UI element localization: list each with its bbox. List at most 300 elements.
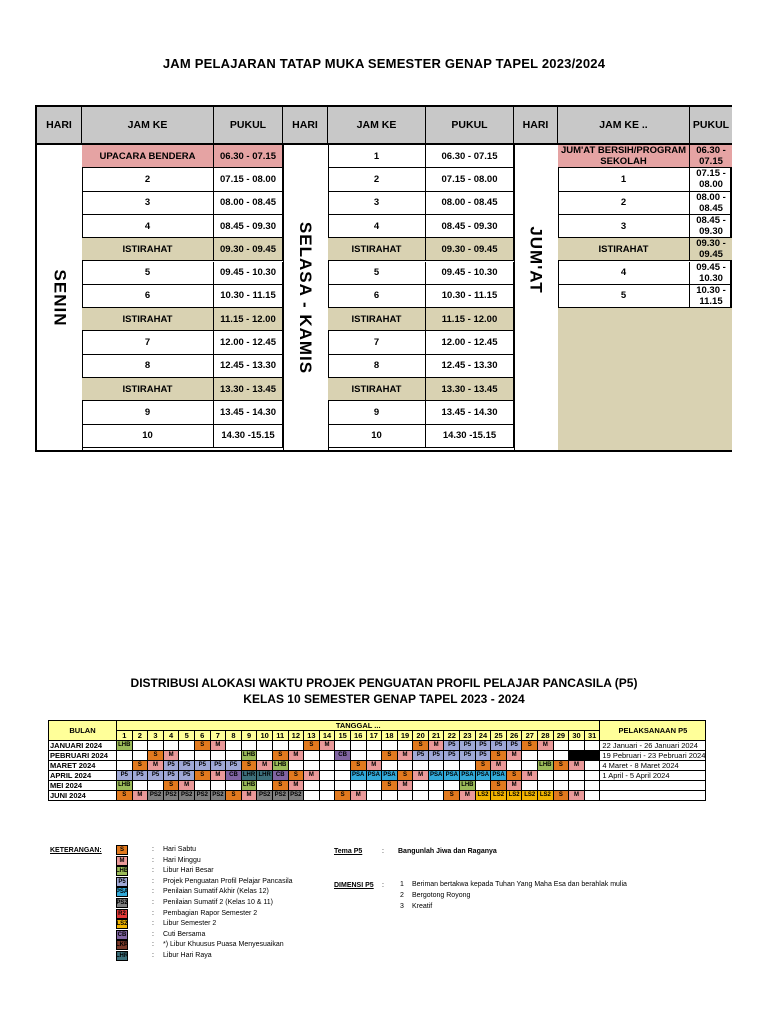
calendar-cell bbox=[413, 781, 429, 791]
day-number: 13 bbox=[304, 731, 320, 741]
day-number: 21 bbox=[428, 731, 444, 741]
calendar-cell: LS2 bbox=[475, 791, 491, 801]
time-range: 09.45 - 10.30 bbox=[426, 262, 514, 285]
calendar-cell: PSA bbox=[428, 771, 444, 781]
calendar-cell bbox=[132, 781, 148, 791]
dimensi-number: 2 bbox=[400, 892, 404, 899]
day-number: 10 bbox=[257, 731, 273, 741]
day-number: 23 bbox=[460, 731, 476, 741]
calendar-cell bbox=[226, 751, 242, 761]
calendar-cell: P5 bbox=[475, 741, 491, 751]
calendar-cell bbox=[569, 741, 585, 751]
time-range: 09.45 - 10.30 bbox=[690, 262, 732, 285]
legend-swatch: LHR bbox=[115, 953, 129, 959]
legend-swatch: R2 bbox=[116, 909, 128, 919]
calendar-cell bbox=[397, 741, 413, 751]
calendar-cell bbox=[428, 791, 444, 801]
time-range: 13.30 - 13.45 bbox=[214, 378, 283, 401]
header-jam-ke: JAM KE bbox=[328, 107, 426, 145]
calendar-cell: M bbox=[366, 761, 382, 771]
legend-colon: : bbox=[152, 899, 154, 906]
calendar-cell: M bbox=[413, 771, 429, 781]
legend-swatch: LHB bbox=[115, 868, 129, 875]
legend-text: Penilaian Sumatif Akhir (Kelas 12) bbox=[163, 888, 269, 896]
time-range: 08.00 - 08.45 bbox=[214, 192, 283, 215]
calendar-cell bbox=[553, 741, 569, 751]
day-number: 14 bbox=[319, 731, 335, 741]
time-range: 08.45 - 09.30 bbox=[214, 215, 283, 238]
calendar-cell bbox=[210, 781, 226, 791]
calendar-cell: S bbox=[117, 791, 133, 801]
calendar-cell: M bbox=[288, 751, 304, 761]
calendar-cell: S bbox=[475, 761, 491, 771]
period-label: 4 bbox=[328, 215, 426, 238]
legend-text: Libur Hari Besar bbox=[163, 867, 214, 875]
time-range: 08.00 - 08.45 bbox=[690, 192, 732, 215]
day-number: 24 bbox=[475, 731, 491, 741]
time-range: 08.45 - 09.30 bbox=[690, 215, 732, 238]
legend-colon: : bbox=[152, 877, 154, 885]
pelaksanaan-range bbox=[600, 781, 706, 791]
day-number: 16 bbox=[350, 731, 366, 741]
period-label: 8 bbox=[82, 355, 214, 378]
calendar-cell bbox=[117, 751, 133, 761]
time-range: 09.45 - 10.30 bbox=[214, 262, 283, 285]
calendar-cell bbox=[288, 741, 304, 751]
calendar-cell bbox=[132, 741, 148, 751]
calendar-cell: M bbox=[319, 741, 335, 751]
legend-swatch: M bbox=[116, 856, 128, 866]
calendar-cell: S bbox=[382, 781, 398, 791]
time-range: 08.00 - 08.45 bbox=[426, 192, 514, 215]
day-number: 17 bbox=[366, 731, 382, 741]
period-label: 6 bbox=[328, 285, 426, 308]
day-number: 1 bbox=[117, 731, 133, 741]
calendar-cell: CB bbox=[226, 771, 242, 781]
calendar-cell: PS2 bbox=[194, 791, 210, 801]
calendar-cell: P5 bbox=[117, 771, 133, 781]
calendar-cell bbox=[553, 771, 569, 781]
schedule-table bbox=[35, 105, 732, 452]
day-number: 7 bbox=[210, 731, 226, 741]
day-number: 15 bbox=[335, 731, 351, 741]
calendar-cell bbox=[522, 781, 538, 791]
day-number: 30 bbox=[569, 731, 585, 741]
month-row bbox=[49, 771, 706, 781]
calendar-cell: S bbox=[397, 771, 413, 781]
calendar-cell: M bbox=[148, 761, 164, 771]
period-label: 9 bbox=[328, 401, 426, 424]
calendar-cell: M bbox=[428, 741, 444, 751]
legend-swatch: CB bbox=[117, 931, 127, 938]
time-range: 06.30 - 07.15 bbox=[214, 145, 283, 168]
calendar-cell: P5 bbox=[163, 771, 179, 781]
calendar-cell bbox=[428, 761, 444, 771]
calendar-cell: S bbox=[506, 771, 522, 781]
legend-colon: : bbox=[152, 846, 154, 853]
calendar-cell bbox=[304, 761, 320, 771]
pelaksanaan-header: PELAKSANAAN P5 bbox=[600, 721, 706, 741]
calendar-cell bbox=[538, 781, 554, 791]
day-number: 4 bbox=[163, 731, 179, 741]
calendar-cell bbox=[304, 791, 320, 801]
keterangan-label: KETERANGAN: bbox=[50, 847, 102, 854]
calendar-cell: LHR bbox=[241, 771, 257, 781]
calendar-cell bbox=[382, 791, 398, 801]
header-jam-ke: JAM KE .. bbox=[558, 107, 690, 145]
day-number: 27 bbox=[522, 731, 538, 741]
calendar-cell: LHB bbox=[241, 781, 257, 791]
calendar-cell: M bbox=[241, 791, 257, 801]
calendar-cell: P5 bbox=[460, 751, 476, 761]
calendar-cell bbox=[132, 751, 148, 761]
legend-colon: : bbox=[152, 920, 154, 928]
day-number: 9 bbox=[241, 731, 257, 741]
p5-subtitle: KELAS 10 SEMESTER GENAP TAPEL 2023 - 2024 bbox=[243, 692, 525, 706]
calendar-cell bbox=[366, 751, 382, 761]
time-range: 07.15 - 08.00 bbox=[426, 168, 514, 191]
calendar-cell: LHB bbox=[538, 761, 554, 771]
tema-label: Tema P5 bbox=[334, 848, 363, 855]
calendar-cell: PS2 bbox=[148, 791, 164, 801]
month-name: JANUARI 2024 bbox=[49, 741, 117, 751]
calendar-cell: PSA bbox=[491, 771, 507, 781]
calendar-cell bbox=[538, 771, 554, 781]
day-number: 20 bbox=[413, 731, 429, 741]
calendar-cell: LHB bbox=[272, 761, 288, 771]
time-range: 09.30 - 09.45 bbox=[690, 238, 732, 261]
pelaksanaan-range: 22 Januari - 26 Januari 2024 bbox=[600, 741, 706, 751]
calendar-cell: M bbox=[257, 761, 273, 771]
calendar-cell: P5 bbox=[475, 751, 491, 761]
header-pukul: PUKUL bbox=[690, 107, 732, 145]
day-number: 2 bbox=[132, 731, 148, 741]
calendar-cell bbox=[226, 741, 242, 751]
period-label: 8 bbox=[328, 355, 426, 378]
legend-text: Pembagian Rapor Semester 2 bbox=[163, 909, 258, 917]
period-label: 3 bbox=[558, 215, 690, 238]
month-name: MARET 2024 bbox=[49, 761, 117, 771]
dimensi-number: 3 bbox=[400, 903, 404, 910]
calendar-cell: M bbox=[506, 751, 522, 761]
calendar-cell: LS2 bbox=[538, 791, 554, 801]
calendar-cell: PS2 bbox=[179, 791, 195, 801]
calendar-cell bbox=[319, 771, 335, 781]
time-range: 06.30 - 07.15 bbox=[690, 145, 732, 168]
calendar-cell: M bbox=[210, 741, 226, 751]
period-label: 10 bbox=[328, 425, 426, 448]
calendar-cell bbox=[304, 751, 320, 761]
legend-swatch: PS2 bbox=[116, 900, 128, 906]
calendar-cell: M bbox=[397, 751, 413, 761]
calendar-cell: S bbox=[288, 771, 304, 781]
calendar-cell: S bbox=[350, 761, 366, 771]
calendar-cell: P5 bbox=[210, 761, 226, 771]
time-range: 12.45 - 13.30 bbox=[214, 355, 283, 378]
calendar-cell: LS2 bbox=[506, 791, 522, 801]
calendar-cell: S bbox=[413, 741, 429, 751]
header-pukul: PUKUL bbox=[214, 107, 283, 145]
calendar-cell: S bbox=[163, 781, 179, 791]
calendar-cell bbox=[335, 781, 351, 791]
day-number: 26 bbox=[506, 731, 522, 741]
calendar-cell bbox=[538, 751, 554, 761]
break-label: ISTIRAHAT bbox=[82, 378, 214, 401]
dimensi-number: 1 bbox=[400, 881, 404, 888]
day-number: 28 bbox=[538, 731, 554, 741]
time-range: 09.30 - 09.45 bbox=[426, 238, 514, 261]
time-range: 06.30 - 07.15 bbox=[426, 145, 514, 168]
time-range: 13.45 - 14.30 bbox=[426, 401, 514, 424]
period-label: 5 bbox=[328, 262, 426, 285]
day-number: 18 bbox=[382, 731, 398, 741]
calendar-cell: S bbox=[272, 751, 288, 761]
calendar-cell: S bbox=[335, 791, 351, 801]
p5-title: DISTRIBUSI ALOKASI WAKTU PROJEK PENGUATAN PROFIL PELAJAR PANCASILA (P5) bbox=[130, 676, 638, 690]
period-label: 4 bbox=[82, 215, 214, 238]
period-label: 1 bbox=[558, 168, 690, 191]
calendar-cell: S bbox=[226, 791, 242, 801]
time-range: 12.00 - 12.45 bbox=[426, 331, 514, 354]
day-senin bbox=[37, 145, 82, 450]
calendar-cell: PSA bbox=[444, 771, 460, 781]
calendar-cell: CB bbox=[335, 751, 351, 761]
calendar-cell: S bbox=[444, 791, 460, 801]
legend-swatch: LS2 bbox=[116, 921, 128, 928]
calendar-cell bbox=[163, 741, 179, 751]
calendar-cell bbox=[148, 781, 164, 791]
month-row bbox=[49, 791, 706, 801]
legend-colon: : bbox=[152, 941, 154, 949]
calendar-cell bbox=[413, 761, 429, 771]
calendar-cell bbox=[569, 751, 585, 761]
month-row bbox=[49, 751, 706, 761]
calendar-cell bbox=[584, 791, 600, 801]
calendar-cell: M bbox=[397, 781, 413, 791]
calendar-cell: LHB bbox=[117, 781, 133, 791]
calendar-cell: M bbox=[304, 771, 320, 781]
header-hari: HARI bbox=[37, 107, 82, 145]
calendar-cell: LHB bbox=[241, 751, 257, 761]
break-label: ISTIRAHAT bbox=[82, 238, 214, 261]
time-range: 13.45 - 14.30 bbox=[214, 401, 283, 424]
calendar-cell bbox=[366, 741, 382, 751]
calendar-cell: PSA bbox=[366, 771, 382, 781]
calendar-cell: M bbox=[179, 781, 195, 791]
calendar-cell: P5 bbox=[226, 761, 242, 771]
calendar-cell: M bbox=[538, 741, 554, 751]
calendar-cell bbox=[272, 741, 288, 751]
calendar-cell bbox=[584, 741, 600, 751]
calendar-cell: S bbox=[304, 741, 320, 751]
header-hari: HARI bbox=[514, 107, 558, 145]
time-range: 10.30 - 11.15 bbox=[214, 285, 283, 308]
day-senin-text: SENIN bbox=[50, 269, 70, 326]
calendar-cell bbox=[397, 761, 413, 771]
day-number: 31 bbox=[584, 731, 600, 741]
calendar-cell bbox=[584, 761, 600, 771]
calendar-cell: P5 bbox=[506, 741, 522, 751]
month-name: APRIL 2024 bbox=[49, 771, 117, 781]
calendar-cell: M bbox=[522, 771, 538, 781]
calendar-cell: P5 bbox=[460, 741, 476, 751]
calendar-cell bbox=[335, 741, 351, 751]
calendar-cell: M bbox=[569, 791, 585, 801]
calendar-cell: M bbox=[491, 761, 507, 771]
legend-text: Libur Semester 2 bbox=[163, 920, 217, 928]
day-number: 11 bbox=[272, 731, 288, 741]
day-number: 29 bbox=[553, 731, 569, 741]
calendar-cell: LHB bbox=[460, 781, 476, 791]
calendar-cell: S bbox=[132, 761, 148, 771]
calendar-cell: S bbox=[272, 781, 288, 791]
legend-text: *) Libur Khuusus Puasa Menyesuaikan bbox=[163, 941, 284, 949]
day-number: 19 bbox=[397, 731, 413, 741]
calendar-cell: PSA bbox=[460, 771, 476, 781]
calendar-cell: P5 bbox=[428, 751, 444, 761]
day-jumat bbox=[514, 145, 558, 375]
dimensi-text: Beriman bertakwa kepada Tuhan Yang Maha Esa dan berahlak mulia bbox=[412, 881, 627, 888]
month-row bbox=[49, 761, 706, 771]
tema-value: Bangunlah Jiwa dan Raganya bbox=[398, 848, 497, 855]
calendar-cell: P5 bbox=[491, 741, 507, 751]
month-name: PEBRUARI 2024 bbox=[49, 751, 117, 761]
calendar-cell: S bbox=[194, 741, 210, 751]
calendar-cell bbox=[584, 781, 600, 791]
calendar-cell: P5 bbox=[148, 771, 164, 781]
period-label: JUM'AT BERSIH/PROGRAM SEKOLAH bbox=[558, 145, 690, 168]
legend-colon: : bbox=[152, 930, 154, 938]
calendar-cell bbox=[117, 761, 133, 771]
legend-text: Libur Hari Raya bbox=[163, 952, 212, 959]
calendar-cell bbox=[257, 751, 273, 761]
header-jam-ke: JAM KE bbox=[82, 107, 214, 145]
dimensi-label: DIMENSI P5 bbox=[334, 882, 374, 889]
calendar-cell: PS2 bbox=[272, 791, 288, 801]
day-jumat-text: JUM'AT bbox=[527, 226, 546, 294]
dimensi-text: Kreatif bbox=[412, 903, 433, 910]
day-number: 25 bbox=[491, 731, 507, 741]
calendar-cell: P5 bbox=[163, 761, 179, 771]
legend-text: Projek Penguatan Profil Pelajar Pancasila bbox=[163, 877, 293, 885]
dimensi-text: Bergotong Royong bbox=[412, 892, 471, 899]
calendar-cell: M bbox=[460, 791, 476, 801]
calendar-cell bbox=[522, 761, 538, 771]
legend-colon: : bbox=[152, 856, 154, 864]
calendar-cell: P5 bbox=[194, 761, 210, 771]
month-row bbox=[49, 741, 706, 751]
calendar-cell: M bbox=[163, 751, 179, 761]
calendar-cell bbox=[226, 781, 242, 791]
calendar-cell bbox=[335, 761, 351, 771]
day-number: 22 bbox=[444, 731, 460, 741]
day-number: 8 bbox=[226, 731, 242, 741]
calendar-cell: S bbox=[553, 791, 569, 801]
calendar-cell: P5 bbox=[179, 771, 195, 781]
calendar-cell bbox=[366, 781, 382, 791]
calendar-cell: P5 bbox=[179, 761, 195, 771]
calendar-cell bbox=[413, 791, 429, 801]
calendar-cell: CB bbox=[272, 771, 288, 781]
period-label: 6 bbox=[82, 285, 214, 308]
time-range: 10.30 - 11.15 bbox=[690, 285, 732, 308]
period-label: 7 bbox=[82, 331, 214, 354]
break-label: ISTIRAHAT bbox=[328, 238, 426, 261]
bulan-header: BULAN bbox=[49, 721, 117, 741]
calendar-cell bbox=[553, 751, 569, 761]
calendar-cell: S bbox=[194, 771, 210, 781]
calendar-cell: PSA bbox=[382, 771, 398, 781]
calendar-cell: PS2 bbox=[288, 791, 304, 801]
calendar-cell: PS2 bbox=[210, 791, 226, 801]
month-name: MEI 2024 bbox=[49, 781, 117, 791]
time-range: 12.45 - 13.30 bbox=[426, 355, 514, 378]
legend-swatch: PSA bbox=[115, 889, 129, 896]
calendar-cell bbox=[553, 781, 569, 791]
month-name: JUNI 2024 bbox=[49, 791, 117, 801]
calendar-cell: S bbox=[491, 751, 507, 761]
calendar-cell bbox=[319, 791, 335, 801]
calendar-cell bbox=[444, 761, 460, 771]
calendar-cell: PSA bbox=[350, 771, 366, 781]
calendar-header-row bbox=[49, 721, 706, 731]
calendar-cell: M bbox=[288, 781, 304, 791]
calendar-cell bbox=[194, 751, 210, 761]
calendar-cell: P5 bbox=[444, 741, 460, 751]
period-label: 10 bbox=[82, 425, 214, 448]
calendar-cell: S bbox=[382, 751, 398, 761]
time-range: 11.15 - 12.00 bbox=[426, 308, 514, 331]
calendar-cell: P5 bbox=[413, 751, 429, 761]
break-label: ISTIRAHAT bbox=[82, 308, 214, 331]
period-label: 3 bbox=[82, 192, 214, 215]
legend-colon: : bbox=[152, 909, 154, 917]
jumat-empty-block bbox=[558, 308, 732, 450]
calendar-cell bbox=[319, 761, 335, 771]
pelaksanaan-range: 19 Pebruari - 23 Pebruari 2024 bbox=[600, 751, 706, 761]
calendar-cell: S bbox=[491, 781, 507, 791]
tema-colon: : bbox=[382, 848, 384, 855]
break-label: ISTIRAHAT bbox=[558, 238, 690, 261]
period-label: 2 bbox=[82, 168, 214, 191]
legend-text: Hari Sabtu bbox=[163, 846, 197, 853]
time-range: 07.15 - 08.00 bbox=[214, 168, 283, 191]
month-row bbox=[49, 781, 706, 791]
calendar-cell: LHR bbox=[257, 771, 273, 781]
legend-swatch: P5 bbox=[116, 877, 128, 887]
time-range: 14.30 -15.15 bbox=[214, 425, 283, 448]
calendar-cell: S bbox=[148, 751, 164, 761]
dimensi-colon: : bbox=[382, 882, 384, 889]
period-label: UPACARA BENDERA bbox=[82, 145, 214, 168]
time-range: 09.30 - 09.45 bbox=[214, 238, 283, 261]
period-label: 5 bbox=[82, 262, 214, 285]
day-number: 5 bbox=[179, 731, 195, 741]
calendar-cell: M bbox=[210, 771, 226, 781]
day-number: 6 bbox=[194, 731, 210, 741]
header-hari: HARI bbox=[283, 107, 328, 145]
period-label: 2 bbox=[558, 192, 690, 215]
legend-swatch: S bbox=[116, 845, 128, 855]
period-label: 3 bbox=[328, 192, 426, 215]
time-range: 13.30 - 13.45 bbox=[426, 378, 514, 401]
legend-colon: : bbox=[152, 867, 154, 875]
calendar-cell bbox=[460, 761, 476, 771]
time-range: 08.45 - 09.30 bbox=[426, 215, 514, 238]
day-number: 12 bbox=[288, 731, 304, 741]
calendar-cell bbox=[288, 761, 304, 771]
legend-colon: : bbox=[152, 952, 154, 959]
